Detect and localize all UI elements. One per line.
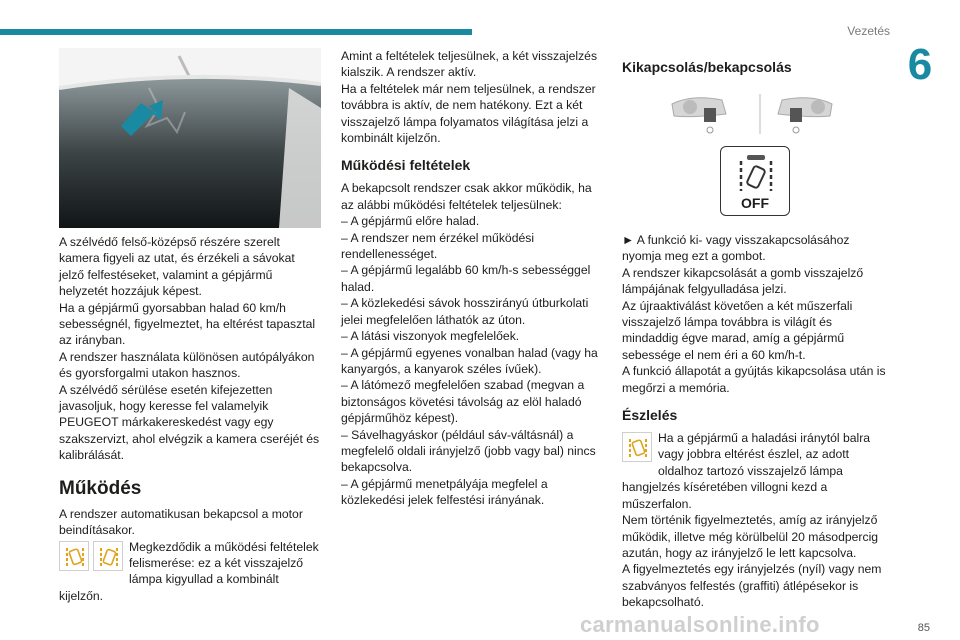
operation-text: A rendszer automatikusan bekapcsol a motor beindításakor. [59,506,303,538]
lane-assist-off-button[interactable] [720,146,790,216]
steering-wheel-right-icon [778,98,832,117]
lane-departure-left-icon [59,541,89,571]
lane-departure-right-icon [93,541,123,571]
dashboard-diagram [622,90,888,138]
lane-departure-off-icon [735,151,777,195]
detection-icon-text: Ha a gépjármű a haladási iránytól balra vagy jobbra eltérést észlel, az adott oldalhoz tartozó visszajelző lámpa hangjelzés kíséretében villogni kezd a műszerfalon. [622,431,871,511]
intro-text: A szélvédő felső-középső részére szerelt kamera figyeli az utat, és érzékeli a sávokat jelző felfestéseket, valamint a gépjármű helyzetét hozzájuk képest. Ha a gépjármű gyorsabban halad 60 km/h sebességnél, figyelmeztet, ha eltérést tapasztal az irányban. A rendszer használata különösen autópályákon és gyorsforgalmi utakon hasznos. A szélvédő sérülése esetén kifejezetten javasoljuk, hogy keresse fel valamelyik PEUGEOT márkakereskedést vagy egy szakszervizt, ahol elvégzik a kamera cseréjét és kalibrálását. [59,235,320,463]
detection-text: Nem történik figyelmeztetés, amíg az irányjelző működik, illetve még körülbelül 20 másodpercig azután, hogy az irányjelző le lett kapcsolva. A figyelmeztetés egy irányjelzés (nyíl) vagy nem szabványos felfestés (graffiti) átlépésekor is bekapcsolható. [622,513,882,610]
heading-detection: Észlelés [622,407,678,424]
page-number: 85 [917,622,930,634]
chapter-number: 6 [907,40,933,89]
column-3 [622,48,888,611]
active-text: Amint a feltételek teljesülnek, a két visszajelzés kialszik. A rendszer aktív. Ha a feltételek már nem teljesülnek, a rendszer továbbra is aktív, de nem hatékony. Ezt a két visszajelző lámpa folyamatos világítása jelzi a kombinált kijelzőn. [341,49,598,146]
top-accent-bar [0,29,472,35]
switch-text: ► A funkció ki- vagy visszakapcsolásához nyomja meg ezt a gombot. A rendszer kikapcsolását a gomb visszajelző lámpájának felgyulladása jelzi. Az újraaktiválást követően a két műszerfali visszajelző lámpa továbbra is világít és mindaddig égve marad, amíg a gépjármű sebessége el nem éri a 60 km/h-t. A funkció állapotát a gyújtás kikapcsolása után is megőrzi a memória. [622,233,886,395]
section-title: Vezetés [847,24,890,38]
column-2 [341,48,603,509]
warning-lamps-pair [59,541,123,571]
off-label: OFF [741,194,769,211]
icon-description: Megkezdődik a működési feltételek felismerése: ez a két visszajelző lámpa kigyullad a kombinált kijelzőn. [59,539,319,603]
heading-conditions: Működési feltételek [341,157,471,174]
steering-wheel-left-icon [672,98,726,117]
watermark: carmanualsonline.info [580,612,820,637]
lane-departure-warning-icon [622,432,652,462]
detection-icon-wrap [622,432,652,462]
column-1 [59,48,321,604]
windshield-camera-photo [59,48,321,228]
heading-mukodes: Működés [59,477,142,499]
heading-switch: Kikapcsolás/bekapcsolás [622,59,792,75]
conditions-list: A bekapcsolt rendszer csak akkor működik, ha az alábbi működési feltételek teljesülnek: – A gépjármű előre halad. – A rendszer nem érzékel működési rendellenességet. – A gépjármű legalább 60 km/h-s sebességgel halad. – A közlekedési sávok hosszirányú útburkolati jelei megfelelően láthatók az úton. – A látási viszonyok megfelelőek. – A gépjármű egyenes vonalban halad (vagy ha kanyargós, a kanyarok széles ívűek). – A látómező megfelelően szabad (megvan a biztonságos követési távolság az elöl haladó gépjárműhöz képest). – Sávelhagyáskor (például sáv-váltásnál) a megfelelő oldali irányjelző (jobb vagy bal) nincs bekapcsolva. – A gépjármű menetpályája megfelel a közlekedési jelek felfestési irányának. [341,181,598,508]
